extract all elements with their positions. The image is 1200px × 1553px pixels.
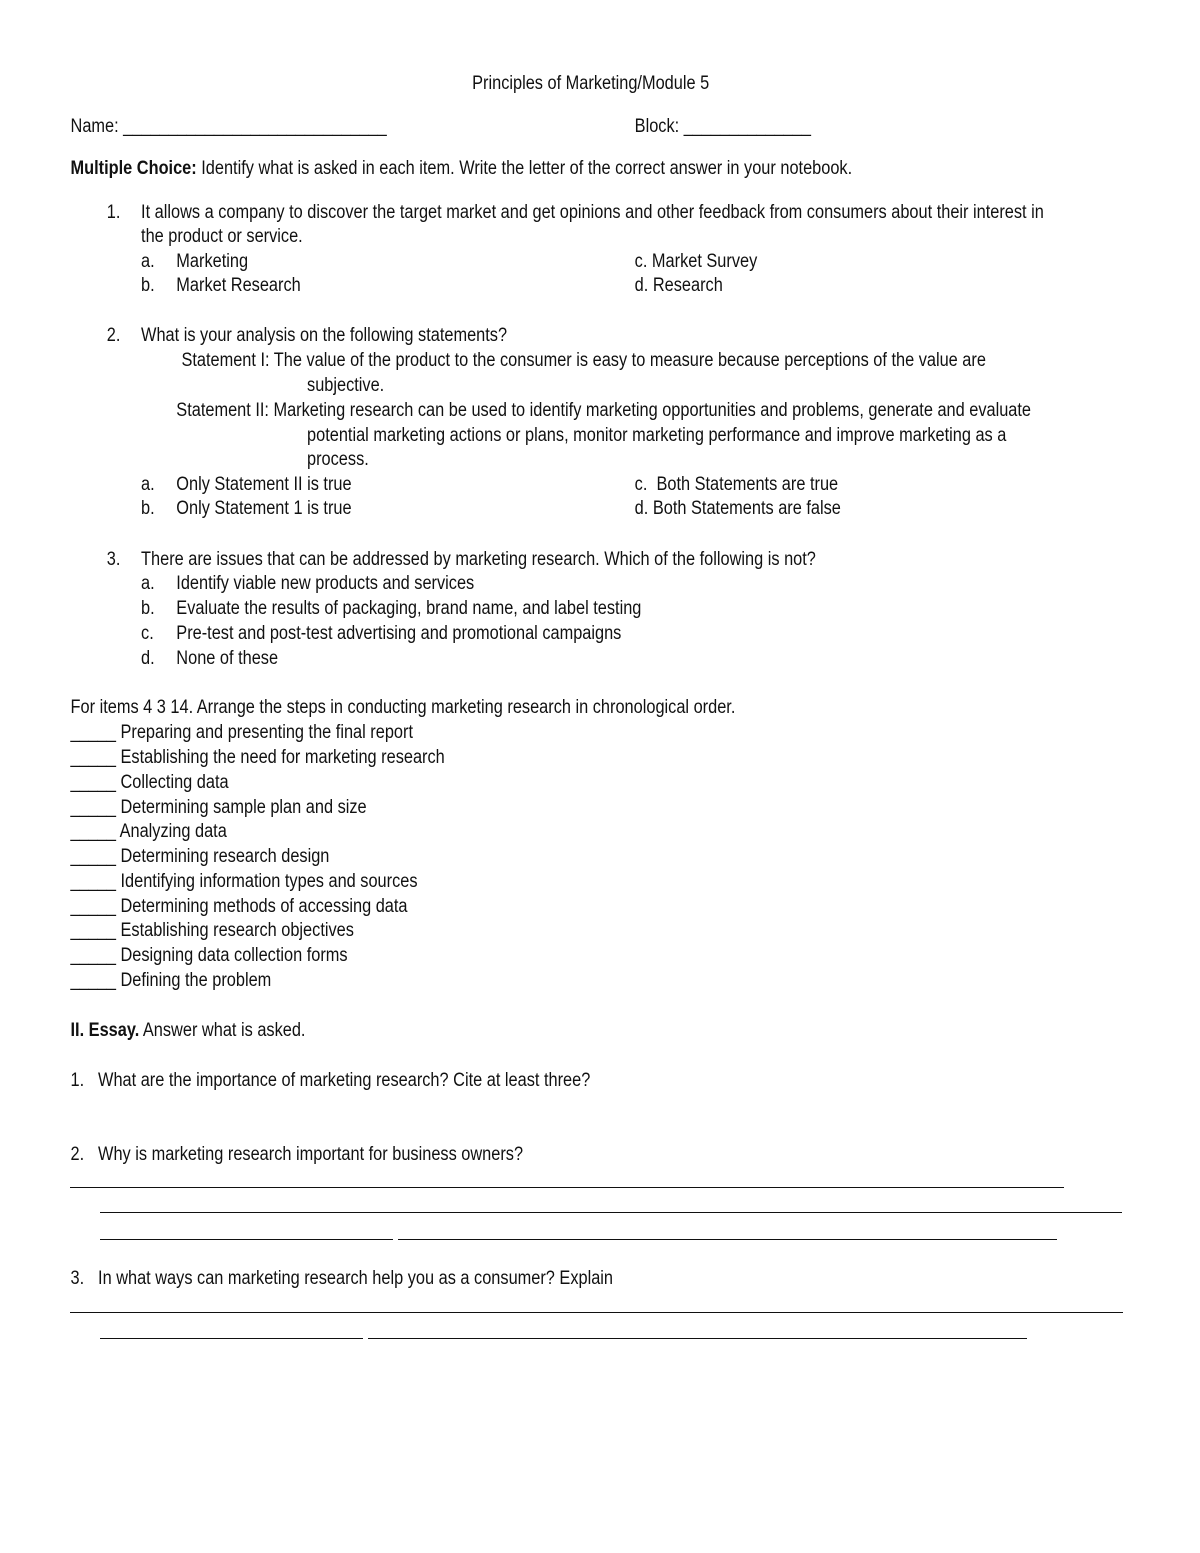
arrange-step: _____ Determining research design xyxy=(70,846,330,867)
answer-line xyxy=(398,1239,1057,1240)
arrange-step: _____ Establishing the need for marketing research xyxy=(70,747,445,768)
q2-option-c: c. Both Statements are true xyxy=(634,474,839,495)
statement-1-line2: subjective. xyxy=(307,375,385,396)
essay-q1-number: 1. xyxy=(70,1070,85,1091)
arrange-step: _____ Defining the problem xyxy=(70,970,272,991)
essay-heading: II. Essay. xyxy=(70,1020,140,1041)
essay-q3-number: 3. xyxy=(70,1268,85,1289)
arrange-step: _____ Designing data collection forms xyxy=(70,945,348,966)
q3-option-d-letter: d. xyxy=(141,648,155,669)
q1-option-a: Marketing xyxy=(176,251,249,272)
statement-2-line3: process. xyxy=(307,449,369,470)
question-3-text: There are issues that can be addressed by marketing research. Which of the following is not? xyxy=(141,549,816,570)
answer-line xyxy=(100,1338,363,1339)
essay-instructions xyxy=(71,1018,306,1043)
q2-option-d: d. Both Statements are false xyxy=(634,498,841,519)
q1-option-b: Market Research xyxy=(176,275,301,296)
answer-line xyxy=(100,1212,1122,1213)
q1-option-a-letter: a. xyxy=(141,251,155,272)
q3-option-d: None of these xyxy=(176,648,279,669)
q3-option-c: Pre-test and post-test advertising and promotional campaigns xyxy=(176,623,622,644)
q2-option-b: Only Statement 1 is true xyxy=(176,498,352,519)
q1-option-b-letter: b. xyxy=(141,275,155,296)
answer-line xyxy=(70,1312,1123,1313)
multiple-choice-instructions xyxy=(71,156,853,181)
answer-line xyxy=(100,1239,393,1240)
multiple-choice-instruction: Identify what is asked in each item. Write the letter of the correct answer in your notebook. xyxy=(196,158,853,179)
statement-2-line1: Statement II: Marketing research can be used to identify marketing opportunities and problems, generate and evaluate xyxy=(176,400,1032,421)
arrange-instruction: For items 4 3 14. Arrange the steps in conducting marketing research in chronological order. xyxy=(70,697,736,718)
essay-q2-number: 2. xyxy=(70,1144,85,1165)
essay-q3-text: In what ways can marketing research help you as a consumer? Explain xyxy=(98,1268,614,1289)
multiple-choice-heading: Multiple Choice: xyxy=(70,158,197,179)
arrange-step: _____ Analyzing data xyxy=(70,821,227,842)
arrange-step: _____ Determining sample plan and size xyxy=(70,797,367,818)
essay-instruction: Answer what is asked. xyxy=(139,1020,306,1041)
name-field: Name: _____________________________ xyxy=(70,116,387,137)
question-1-text-line1: It allows a company to discover the target market and get opinions and other feedback from consumers about their interest in xyxy=(141,202,1044,223)
statement-1-line1: Statement I: The value of the product to the consumer is easy to measure because perceptions of the value are xyxy=(181,350,986,371)
q2-option-b-letter: b. xyxy=(141,498,155,519)
arrange-step: _____ Determining methods of accessing data xyxy=(70,896,408,917)
q3-option-a-letter: a. xyxy=(141,573,155,594)
q3-option-c-letter: c. xyxy=(141,623,154,644)
question-1-number: 1. xyxy=(106,202,121,223)
q1-option-c: c. Market Survey xyxy=(634,251,758,272)
essay-q1-text: What are the importance of marketing research? Cite at least three? xyxy=(98,1070,591,1091)
answer-line xyxy=(70,1187,1064,1188)
q3-option-b: Evaluate the results of packaging, brand name, and label testing xyxy=(176,598,642,619)
q1-option-d: d. Research xyxy=(634,275,723,296)
arrange-step: _____ Identifying information types and sources xyxy=(70,871,418,892)
arrange-step: _____ Preparing and presenting the final report xyxy=(70,722,414,743)
arrange-step: _____ Establishing research objectives xyxy=(70,920,354,941)
arrange-step: _____ Collecting data xyxy=(70,772,229,793)
question-2-text: What is your analysis on the following statements? xyxy=(141,325,508,346)
question-1-text-line2: the product or service. xyxy=(141,226,303,247)
block-field: Block: ______________ xyxy=(634,116,811,137)
q3-option-a: Identify viable new products and services xyxy=(176,573,475,594)
page-title: Principles of Marketing/Module 5 xyxy=(472,73,710,94)
q2-option-a: Only Statement II is true xyxy=(176,474,352,495)
statement-2-line2: potential marketing actions or plans, monitor marketing performance and improve marketing as a xyxy=(307,425,1007,446)
question-3-number: 3. xyxy=(106,549,121,570)
question-2-number: 2. xyxy=(106,325,121,346)
q3-option-b-letter: b. xyxy=(141,598,155,619)
answer-line xyxy=(368,1338,1027,1339)
essay-q2-text: Why is marketing research important for business owners? xyxy=(98,1144,524,1165)
q2-option-a-letter: a. xyxy=(141,474,155,495)
